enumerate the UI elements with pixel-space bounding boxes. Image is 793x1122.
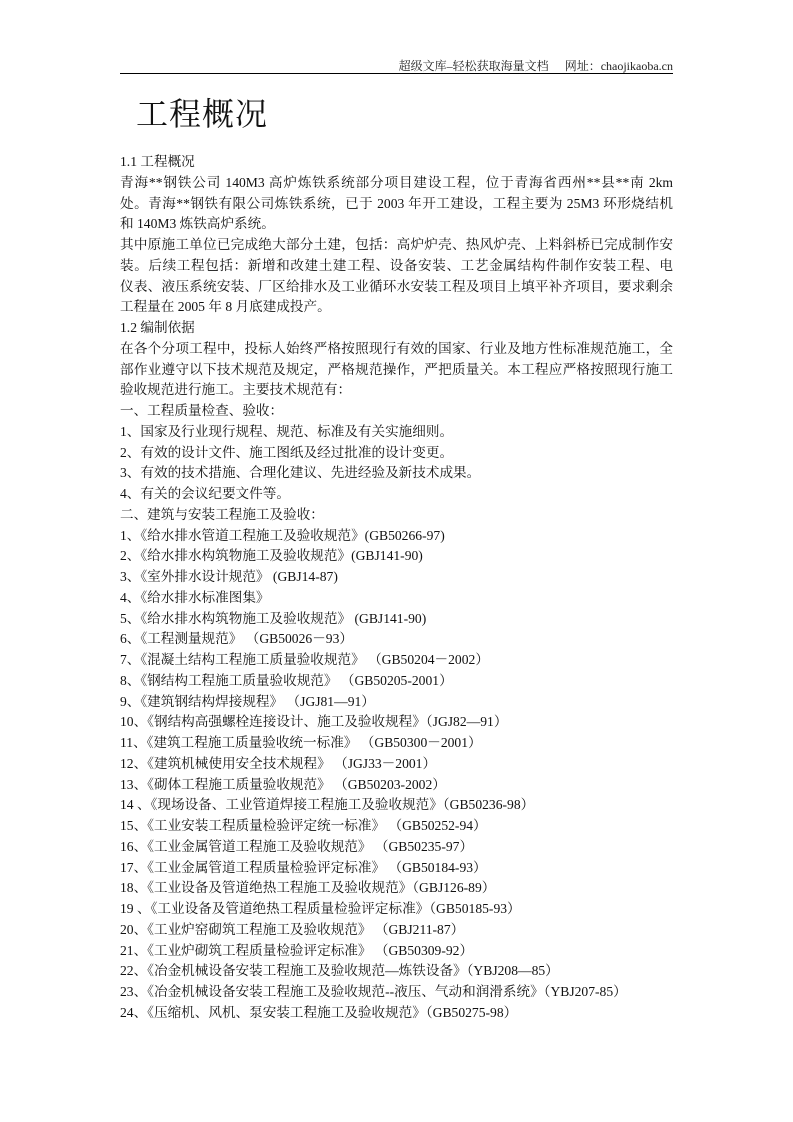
paragraph-line: 工程量在 2005 年 8 月底建成投产。 [120,299,331,315]
document-title: 工程概况 [136,96,269,132]
standard-list-item: 17、《工业金属管道工程质量检验评定标准》 （GB50184-93） [120,859,487,875]
subsection-heading: 二、建筑与安装工程施工及验收： [120,506,324,522]
standard-list-item: 24、《压缩机、风机、泵安装工程施工及验收规范》（GB50275-98） [120,1004,518,1020]
standard-list-item: 19 、《工业设备及管道绝热工程质量检验评定标准》（GB50185-93） [120,901,521,916]
paragraph-line: 验收规范进行施工。主要技术规范有： [120,382,352,398]
page-header [120,57,673,74]
paragraph-line: 部作业遵守以下技术规范及规定，严格规范操作，严把质量关。本工程应严格按照现行施工 [120,361,673,377]
standard-list-item: 18、《工业设备及管道绝热工程施工及验收规范》（GBJ126-89） [120,880,496,896]
standard-list-item: 3、《室外排水设计规范》 (GBJ14-87) [120,569,338,584]
standard-list-item: 1、《给水排水管道工程施工及验收规范》(GB50266-97) [120,527,445,543]
standard-list-item: 5、《给水排水构筑物施工及验收规范》 (GBJ141-90) [120,610,427,626]
standard-list-item: 6、《工程测量规范》 （GB50026－93） [120,631,353,647]
section-heading: 1.1 工程概况 [120,154,195,169]
paragraph-line: 和 140M3 炼铁高炉系统。 [120,216,275,232]
header-site-name: 超级文库–轻松获取海量文档 [398,59,549,73]
paragraph-line: 仪表、液压系统安装、厂区给排水及工业循环水安装工程及项目上填平补齐项目，要求剩余 [120,278,673,294]
list-item: 3、有效的技术措施、合理化建议、先进经验及新技术成果。 [120,465,481,481]
standard-list-item: 8、《钢结构工程施工质量验收规范》 （GB50205-2001） [120,672,453,688]
standard-list-item: 20、《工业炉窑砌筑工程施工及验收规范》 （GBJ211-87） [120,921,465,937]
header-url: 网址：chaojikaoba.cn [564,59,673,73]
paragraph-line: 其中原施工单位已完成绝大部分土建，包括：高炉炉壳、热风炉壳、上料斜桥已完成制作安 [120,237,673,252]
standard-list-item: 9、《建筑钢结构焊接规程》 （JGJ81—91） [120,693,375,709]
standard-list-item: 4、《给水排水标准图集》 [120,589,270,605]
paragraph-line: 处。青海**钢铁有限公司炼铁系统，已于 2003 年开工建设，工程主要为 25M3 环形烧结机 [120,195,673,211]
standard-list-item: 23、《冶金机械设备安装工程施工及验收规范--液压、气动和润滑系统》（YBJ207-85） [120,984,627,999]
standard-list-item: 22、《冶金机械设备安装工程施工及验收规范—炼铁设备》（YBJ208—85） [120,963,559,979]
standard-list-item: 21、《工业炉砌筑工程质量检验评定标准》 （GB50309-92） [120,942,474,958]
section-heading: 1.2 编制依据 [120,320,195,335]
paragraph-line: 装。后续工程包括：新增和改建土建工程、设备安装、工艺金属结构件制作安装工程、电 [120,257,673,273]
paragraph-line: 在各个分项工程中，投标人始终严格按照现行有效的国家、行业及地方性标准规范施工，全 [120,340,673,356]
standard-list-item: 10、《钢结构高强螺栓连接设计、施工及验收规程》（JGJ82—91） [120,714,508,730]
list-item: 4、有关的会议纪要文件等。 [120,486,290,501]
standard-list-item: 13、《砌体工程施工质量验收规范》 （GB50203-2002） [120,776,446,792]
standard-list-item: 16、《工业金属管道工程施工及验收规范》 （GB50235-97） [120,838,474,854]
standard-list-item: 7、《混凝土结构工程施工质量验收规范》 （GB50204－2002） [120,652,489,667]
standard-list-item: 11、《建筑工程施工质量验收统一标准》 （GB50300－2001） [120,735,482,750]
standard-list-item: 2、《给水排水构筑物施工及验收规范》(GBJ141-90) [120,548,423,564]
standard-list-item: 12、《建筑机械使用安全技术规程》 （JGJ33－2001） [120,755,437,771]
list-item: 2、有效的设计文件、施工图纸及经过批准的设计变更。 [120,444,454,460]
standard-list-item: 15、《工业安装工程质量检验评定统一标准》 （GB50252-94） [120,818,487,833]
document-body [120,152,673,1024]
header-rule [120,73,673,74]
paragraph-line: 青海**钢铁公司 140M3 高炉炼铁系统部分项目建设工程，位于青海省西州**县**南 2km [120,174,673,190]
standard-list-item: 14 、《现场设备、工业管道焊接工程施工及验收规范》（GB50236-98） [120,797,535,813]
list-item: 1、国家及行业现行规程、规范、标准及有关实施细则。 [120,423,454,439]
subsection-heading: 一、工程质量检查、验收： [120,403,284,418]
